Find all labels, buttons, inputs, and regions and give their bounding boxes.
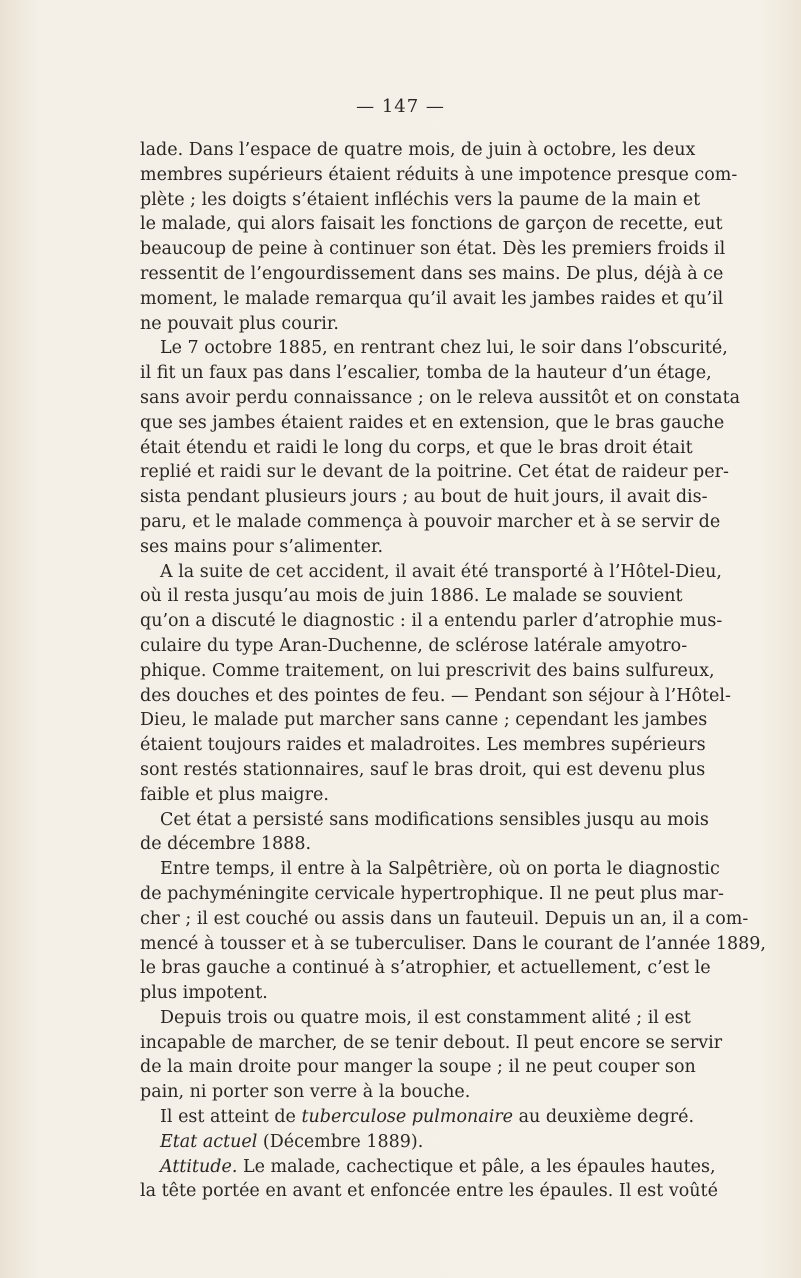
text-line: la tête portée en avant et enfoncée entre les épaules. Il est voûté <box>140 1181 718 1202</box>
text-line: Depuis trois ou quatre mois, il est constamment alité ; il est <box>160 1007 691 1028</box>
text-line: des douches et des pointes de feu. — Pendant son séjour à l’Hôtel- <box>140 685 731 706</box>
text-line: culaire du type Aran-Duchenne, de sclérose latérale amyotro- <box>140 635 688 656</box>
text-line: le bras gauche a continué à s’atrophier, et actuellement, c’est le <box>140 958 711 979</box>
text-line: membres supérieurs étaient réduits à une impotence presque com- <box>140 164 738 185</box>
text-line: moment, le malade remarqua qu’il avait les jambes raides et qu’il <box>140 288 724 309</box>
text-line: étaient toujours raides et maladroites. Les membres supérieurs <box>140 735 706 756</box>
italic-term: tuberculose pulmonaire <box>301 1107 514 1128</box>
text-line: cher ; il est couché ou assis dans un fauteuil. Depuis un an, il a com- <box>140 908 749 929</box>
page-body-text <box>140 138 766 1204</box>
text-line: de décembre 1888. <box>140 834 312 855</box>
text-line: de pachyméningite cervicale hypertrophique. Il ne peut plus mar- <box>140 883 724 904</box>
text-line: le malade, qui alors faisait les fonctions de garçon de recette, eut <box>140 214 723 235</box>
text-line: beaucoup de peine à continuer son état. Dès les premiers froids il <box>140 239 726 260</box>
text-line: replié et raidi sur le devant de la poitrine. Cet état de raideur per- <box>140 462 729 483</box>
text-line: sans avoir perdu connaissance ; on le releva aussitôt et on constata <box>140 387 741 408</box>
text-line: incapable de marcher, de se tenir debout. Il peut encore se servir <box>140 1032 723 1053</box>
section-heading-line <box>140 1130 680 1155</box>
text-line: pain, ni porter son verre à la bouche. <box>140 1082 471 1103</box>
text-line <box>140 1155 716 1180</box>
text-line: lade. Dans l’espace de quatre mois, de juin à octobre, les deux <box>140 140 696 160</box>
text-segment: Le malade, cachectique et pâle, a les épaules hautes, <box>237 1156 716 1177</box>
text-line: plète ; les doigts s’étaient infléchis vers la paume de la main et <box>140 189 701 210</box>
text-line: qu’on a discuté le diagnostic : il a entendu parler d’atrophie mus- <box>140 611 723 632</box>
subsection-heading: Attitude. <box>160 1156 238 1177</box>
text-line: Cet état a persisté sans modifications sensibles jusqu au mois <box>160 809 709 830</box>
text-segment: (Décembre 1889). <box>257 1131 424 1152</box>
page-number: — 147 — <box>356 96 445 117</box>
text-line: faible et plus maigre. <box>140 784 329 805</box>
text-line: plus impotent. <box>140 983 268 1004</box>
text-line: paru, et le malade commença à pouvoir marcher et à se servir de <box>140 511 721 532</box>
text-line: sont restés stationnaires, sauf le bras droit, qui est devenu plus <box>140 759 706 780</box>
text-line: A la suite de cet accident, il avait été transporté à l’Hôtel-Dieu, <box>160 561 722 582</box>
text-line <box>140 1105 695 1130</box>
text-line: Entre temps, il entre à la Salpêtrière, où on porta le diagnostic <box>160 859 720 880</box>
text-line: était étendu et raidi le long du corps, et que le bras droit était <box>140 437 693 458</box>
text-line: mencé à tousser et à se tuberculiser. Dans le courant de l’année 1889, <box>140 933 766 954</box>
text-line: phique. Comme traitement, on lui prescrivit des bains sulfureux, <box>140 660 715 681</box>
text-line: de la main droite pour manger la soupe ; il ne peut couper son <box>140 1057 696 1078</box>
text-line: ne pouvait plus courir. <box>140 313 339 334</box>
text-line: que ses jambes étaient raides et en extension, que le bras gauche <box>140 412 725 433</box>
text-line: où il resta jusqu’au mois de juin 1886. Le malade se souvient <box>140 586 683 607</box>
text-segment: Il est atteint de <box>160 1107 302 1128</box>
text-line: sista pendant plusieurs jours ; au bout de huit jours, il avait dis- <box>140 487 708 508</box>
text-line: Le 7 octobre 1885, en rentrant chez lui, le soir dans l’obscurité, <box>160 338 728 359</box>
section-heading: Etat actuel <box>160 1131 258 1152</box>
text-line: Dieu, le malade put marcher sans canne ; cependant les jambes <box>140 710 708 731</box>
text-line: ses mains pour s’alimenter. <box>140 536 384 557</box>
text-line: ressentit de l’engourdissement dans ses mains. De plus, déjà à ce <box>140 263 724 284</box>
text-line: il fit un faux pas dans l’escalier, tomba de la hauteur d’un étage, <box>140 363 712 384</box>
text-segment: au deuxième degré. <box>513 1107 695 1128</box>
